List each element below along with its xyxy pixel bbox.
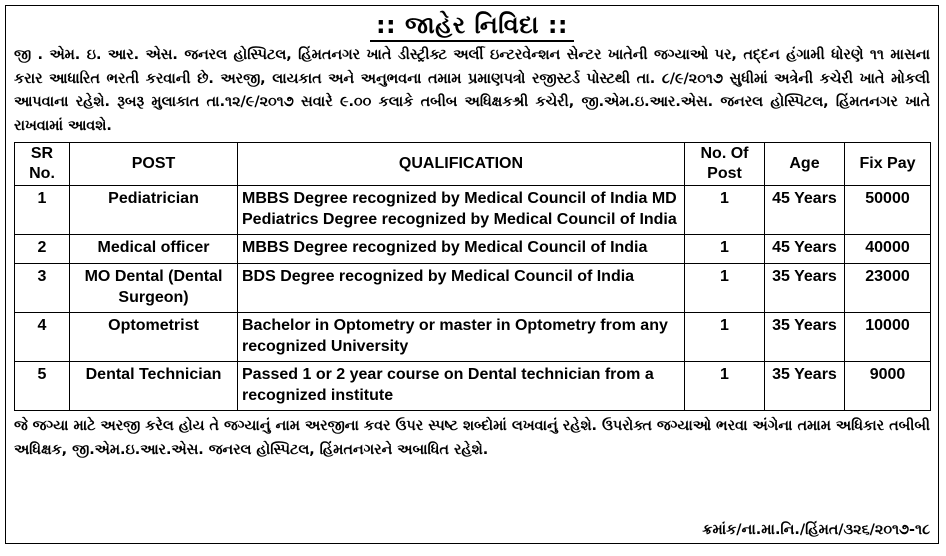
cell-no-of-post: 1	[685, 264, 765, 313]
cell-age: 35 Years	[765, 264, 845, 313]
cell-fix-pay: 10000	[845, 313, 931, 362]
cell-sr: 3	[15, 264, 70, 313]
cell-post: MO Dental (Dental Surgeon)	[70, 264, 238, 313]
header-age: Age	[765, 143, 845, 186]
header-fix-pay: Fix Pay	[845, 143, 931, 186]
posts-table	[14, 142, 931, 411]
notice-intro: જી . એમ. ઇ. આર. એસ. જનરલ હોસ્પિટલ, હિંમતનગર ખાતે ડીસ્ટ્રીક્ટ અર્લી ઇન્ટરવેન્શન સેન્ટર ખાતેની જગ્યાઓ પર, તદ્દન હંગામી ધોરણે ૧૧ માસના કરાર આધારિત ભરતી કરવાની છે. અરજી, લાયકાત અને અનુભવના તમામ પ્રમાણપત્રો રજીસ્ટર્ડ પોસ્ટથી તા. ૮/૯/૨૦૧૭ સુધીમાં અત્રેની કચેરી ખાતે મોકલી આપવાના રહેશે. રૂબરૂ મુલાકાત તા.૧૨/૯/૨૦૧૭ સવારે ૯.૦૦ કલાકે તબીબ અધિક્ષકશ્રી કચેરી, જી.એમ.ઇ.આર.એસ. જનરલ હોસ્પિટલ, હિંમતનગર ખાતે રાખવામાં આવશે.	[14, 47, 930, 134]
table-row	[15, 186, 931, 235]
cell-age: 35 Years	[765, 313, 845, 362]
cell-age: 45 Years	[765, 235, 845, 264]
notice-footer: જે જગ્યા માટે અરજી કરેલ હોય તે જગ્યાનું નામ અરજીના કવર ઉપર સ્પષ્ટ શબ્દોમાં લખવાનું રહેશે. ઉપરોક્ત જગ્યાઓ ભરવા અંગેના તમામ અધિકાર તબીબી અધિક્ષક, જી.એમ.ઇ.આર.એસ. જનરલ હોસ્પિટલ, હિંમતનગરને અબાધિત રહેશે.	[14, 418, 930, 458]
notice-title	[14, 10, 930, 42]
cell-post: Medical officer	[70, 235, 238, 264]
header-sr-no: SR No.	[15, 143, 70, 186]
cell-age: 45 Years	[765, 186, 845, 235]
cell-sr: 1	[15, 186, 70, 235]
cell-no-of-post: 1	[685, 362, 765, 411]
cell-post: Optometrist	[70, 313, 238, 362]
cell-no-of-post: 1	[685, 313, 765, 362]
notice-page	[5, 5, 939, 544]
cell-sr: 4	[15, 313, 70, 362]
cell-qualification: MBBS Degree recognized by Medical Council of India	[238, 235, 685, 264]
cell-sr: 2	[15, 235, 70, 264]
table-row	[15, 235, 931, 264]
cell-fix-pay: 40000	[845, 235, 931, 264]
notice-title-text: :: જાહેર નિવિદા ::	[370, 10, 574, 42]
table-row	[15, 362, 931, 411]
cell-fix-pay: 50000	[845, 186, 931, 235]
table-row	[15, 264, 931, 313]
cell-qualification: BDS Degree recognized by Medical Council of India	[238, 264, 685, 313]
cell-qualification: Passed 1 or 2 year course on Dental technician from a recognized institute	[238, 362, 685, 411]
header-no-of-post: No. Of Post	[685, 143, 765, 186]
reference-number: ક્રમાંક/ના.મા.નિ./હિંમત/૩૨૬/૨૦૧૭-૧૮	[702, 522, 930, 538]
cell-no-of-post: 1	[685, 235, 765, 264]
table-header-row	[15, 143, 931, 186]
cell-no-of-post: 1	[685, 186, 765, 235]
header-qualification: QUALIFICATION	[238, 143, 685, 186]
cell-post: Pediatrician	[70, 186, 238, 235]
cell-post: Dental Technician	[70, 362, 238, 411]
cell-fix-pay: 23000	[845, 264, 931, 313]
cell-fix-pay: 9000	[845, 362, 931, 411]
header-post: POST	[70, 143, 238, 186]
cell-age: 35 Years	[765, 362, 845, 411]
table-row	[15, 313, 931, 362]
cell-qualification: Bachelor in Optometry or master in Optometry from any recognized University	[238, 313, 685, 362]
cell-sr: 5	[15, 362, 70, 411]
cell-qualification: MBBS Degree recognized by Medical Council of India MD Pediatrics Degree recognized by Medical Council of India	[238, 186, 685, 235]
